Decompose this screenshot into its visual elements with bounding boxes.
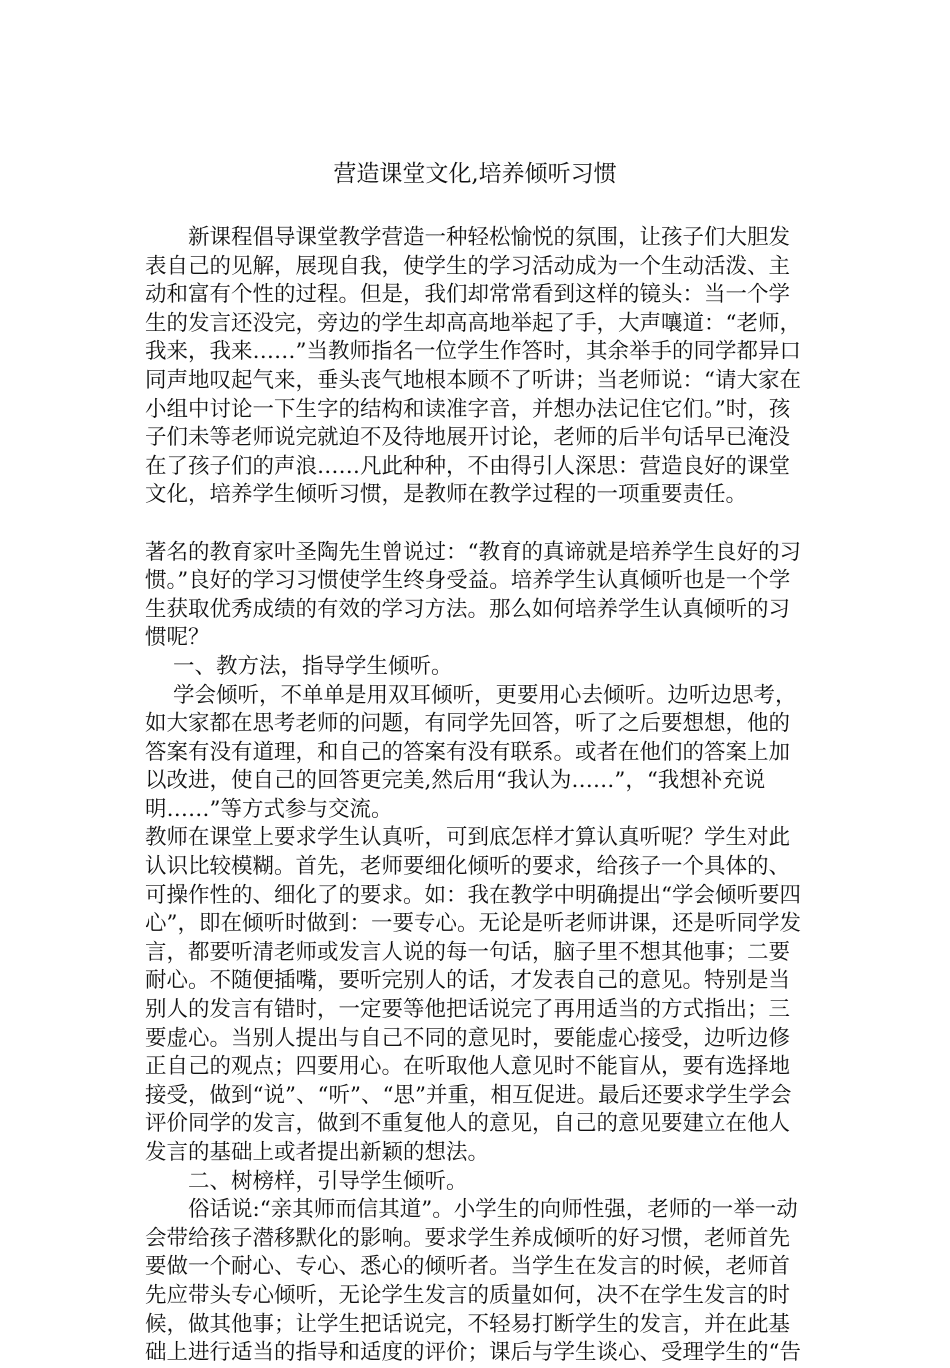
section-heading-1: 一、教方法，指导学生倾听。 bbox=[173, 653, 453, 679]
paragraph-role-model: 俗话说:“亲其师而信其道”。小学生的向师性强，老师的一举一动会带给孩子潜移默化的影响。要求学生养成倾听的好习惯，老师首先要做一个耐心、专心、悉心的倾听者。当学生在发言的时候，老师首先应带头专心倾听，无论学生发言的质量如何，决不在学生发言的时候，做其他事；让学生把话说完，不轻易打断学生的发言，并在此基础上进行适当的指导和适度的评价；课后与学生谈心、受理学生的“告 bbox=[145, 1197, 801, 1366]
document-title: 营造课堂文化,培养倾听习惯 bbox=[333, 161, 617, 187]
paragraph-gap bbox=[145, 510, 805, 539]
section-heading-2: 二、树榜样，引导学生倾听。 bbox=[188, 1168, 468, 1194]
paragraph-quote: 著名的教育家叶圣陶先生曾说过：“教育的真谛就是培养学生良好的习惯。”良好的学习习惯使学生终身受益。培养学生认真倾听也是一个学生获取优秀成绩的有效的学习方法。那么如何培养学生认真倾听的习惯呢？ bbox=[145, 539, 801, 651]
paragraph-intro: 新课程倡导课堂教学营造一种轻松愉悦的氛围，让孩子们大胆发表自己的见解，展现自我，使学生的学习活动成为一个生动活泼、主动和富有个性的过程。但是，我们却常常看到这样的镜头：当一个学生的发言还没完，旁边的学生却高高地举起了手，大声嚷道：“老师，我来，我来……”当教师指名一位学生作答时，其余举手的同学都异口同声地叹起气来，垂头丧气地根本顾不了听讲；当老师说：“请大家在小组中讨论一下生字的结构和读准字音，并想办法记住它们。”时，孩子们未等老师说完就迫不及待地展开讨论，老师的后半句话早已淹没在了孩子们的声浪……凡此种种，不由得引人深思：营造良好的课堂文化，培养学生倾听习惯，是教师在教学过程的一项重要责任。 bbox=[145, 225, 801, 508]
paragraph-method: 学会倾听，不单单是用双耳倾听，更要用心去倾听。边听边思考，如大家都在思考老师的问题，有同学先回答，听了之后要想想，他的答案有没有道理，和自己的答案有没有联系。或者在他们的答案上加以改进，使自己的回答更完美,然后用“我认为……”，“我想补充说明……”等方式参与交流。 bbox=[145, 682, 797, 822]
paragraph-four-hearts: 教师在课堂上要求学生认真听，可到底怎样才算认真听呢？学生对此认识比较模糊。首先，老师要细化倾听的要求，给孩子一个具体的、可操作性的、细化了的要求。如：我在教学中明确提出“学会倾听要四心”，即在倾听时做到：一要专心。无论是听老师讲课，还是听同学发言，都要听清老师或发言人说的每一句话，脑子里不想其他事；二要耐心。不随便插嘴，要听完别人的话，才发表自己的意见。特别是当别人的发言有错时，一定要等他把话说完了再用适当的方式指出；三要虚心。当别人提出与自己不同的意见时，要能虚心接受，边听边修正自己的观点；四要用心。在听取他人意见时不能盲从，要有选择地接受，做到“说”、“听”、“思”并重，相互促进。最后还要求学生学会评价同学的发言，做到不重复他人的意见，自己的意见要建立在他人发言的基础上或者提出新颖的想法。 bbox=[145, 825, 801, 1165]
document-body bbox=[145, 224, 805, 1368]
